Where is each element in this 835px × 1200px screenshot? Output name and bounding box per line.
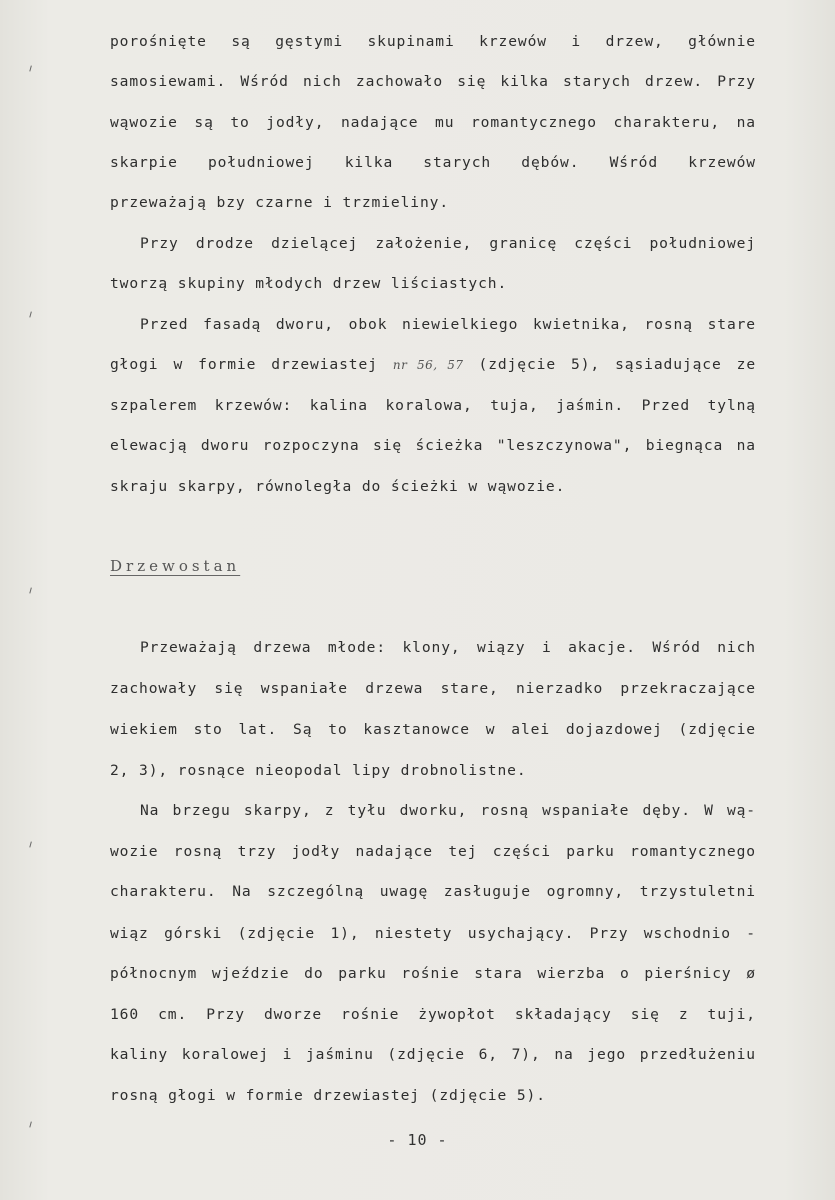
margin-mark — [29, 841, 35, 848]
text-line: wiąz górski (zdjęcie 1), niestety usychający. Przy wschodnio - — [110, 925, 756, 942]
text-line: elewacją dworu rozpoczyna się ścieżka "leszczynowa", biegnąca na — [110, 437, 756, 454]
text-line: 2, 3), rosnące nieopodal lipy drobnolistne. — [110, 762, 527, 779]
text-line: charakteru. Na szczególną uwagę zasługuje ogromny, trzystuletni — [110, 883, 756, 900]
text-fragment: (zdjęcie 5), sąsiadujące ze — [478, 356, 757, 373]
text-line: Na brzegu skarpy, z tyłu dworku, rosną wspaniałe dęby. W wą- — [140, 802, 756, 819]
text-line: północnym wjeździe do parku rośnie stara wierzba o pierśnicy ø — [110, 965, 756, 982]
section-heading: Drzewostan — [110, 557, 241, 575]
text-line: wiekiem sto lat. Są to kasztanowce w alei dojazdowej (zdjęcie — [110, 721, 756, 738]
text-line: skarpie południowej kilka starych dębów. Wśród krzewów — [110, 154, 756, 171]
text-fragment: głogi w formie drzewiastej — [110, 356, 378, 373]
margin-mark — [29, 311, 35, 318]
text-line-with-reference — [110, 355, 756, 375]
text-line: Przed fasadą dworu, obok niewielkiego kwietnika, rosną stare — [140, 316, 756, 333]
text-line: Przeważają drzewa młode: klony, wiązy i akacje. Wśród nich — [140, 639, 756, 656]
text-line: samosiewami. Wśród nich zachowało się kilka starych drzew. Przy — [110, 73, 756, 90]
text-line: szpalerem krzewów: kalina koralowa, tuja, jaśmin. Przed tylną — [110, 397, 756, 414]
page-number: - 10 - — [387, 1131, 448, 1149]
text-line: wąwozie są to jodły, nadające mu romantycznego charakteru, na — [110, 114, 756, 131]
text-line: kaliny koralowej i jaśminu (zdjęcie 6, 7), na jego przedłużeniu — [110, 1046, 756, 1063]
text-line: rosną głogi w formie drzewiastej (zdjęcie 5). — [110, 1087, 546, 1104]
margin-mark — [29, 1121, 35, 1128]
text-line: tworzą skupiny młodych drzew liściastych. — [110, 275, 508, 292]
margin-mark — [29, 587, 35, 594]
text-line: przeważają bzy czarne i trzmieliny. — [110, 194, 450, 211]
margin-mark — [29, 65, 35, 72]
inventory-reference: nr 56, 57 — [392, 358, 464, 372]
text-line: zachowały się wspaniałe drzewa stare, nierzadko przekraczające — [110, 680, 756, 697]
text-line: Przy drodze dzielącej założenie, granicę części południowej — [140, 235, 756, 252]
text-line: wozie rosną trzy jodły nadające tej części parku romantycznego — [110, 843, 756, 860]
text-line: 160 cm. Przy dworze rośnie żywopłot składający się z tuji, — [110, 1006, 756, 1023]
text-line: porośnięte są gęstymi skupinami krzewów i drzew, głównie — [110, 33, 756, 50]
text-line: skraju skarpy, równoległa do ścieżki w wąwozie. — [110, 478, 566, 495]
